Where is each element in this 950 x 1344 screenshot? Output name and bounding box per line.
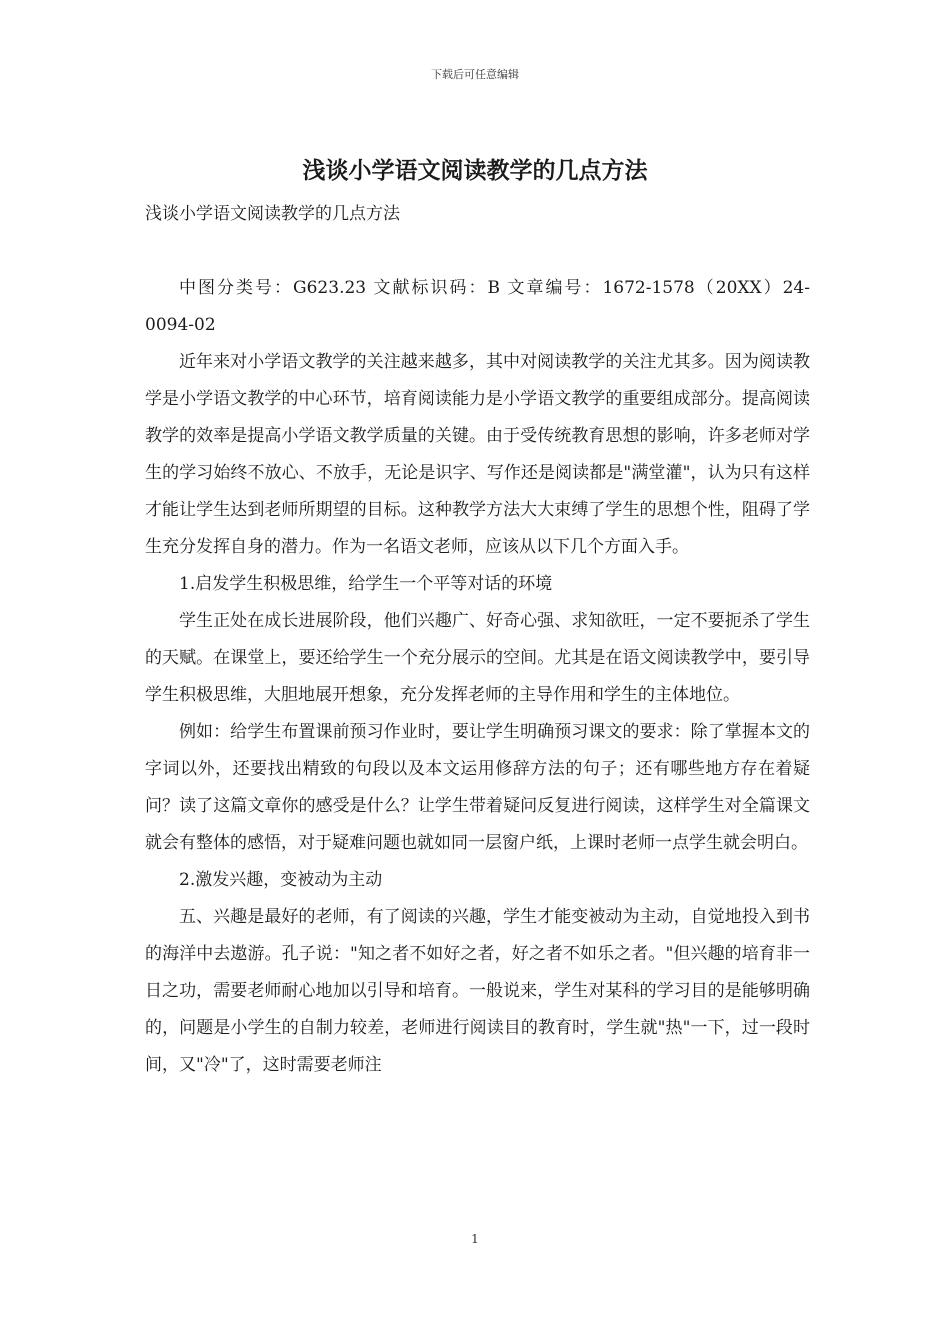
document-subtitle: 浅谈小学语文阅读教学的几点方法	[145, 204, 400, 224]
document-body	[145, 196, 810, 1084]
section-heading-1: 1.启发学生积极思维，给学生一个平等对话的环境	[179, 574, 553, 594]
document-title: 浅谈小学语文阅读教学的几点方法	[302, 157, 648, 184]
section-heading-2: 2.激发兴趣，变被动为主动	[179, 870, 383, 890]
paragraph-section-2: 五、兴趣是最好的老师，有了阅读的兴趣，学生才能变被动为主动，自觉地投入到书的海洋中去遨游。孔子说："知之者不如好之者，好之者不如乐之者。"但兴趣的培育非一日之功，需要老师耐心地加以引导和培育。一般说来，学生对某科的学习目的是能够明确的，问题是小学生的自制力较差，老师进行阅读目的教育时，学生就"热"一下，过一段时间，又"冷"了，这时需要老师注	[145, 907, 810, 1075]
paragraph-intro: 近年来对小学语文教学的关注越来越多，其中对阅读教学的关注尤其多。因为阅读教学是小学语文教学的中心环节，培育阅读能力是小学语文教学的重要组成部分。提高阅读教学的效率是提高小学语文教学质量的关键。由于受传统教育思想的影响，许多老师对学生的学习始终不放心、不放手，无论是识字、写作还是阅读都是"满堂灌"，认为只有这样才能让学生达到老师所期望的目标。这种教学方法大大束缚了学生的思想个性，阻碍了学生充分发挥自身的潜力。作为一名语文老师，应该从以下几个方面入手。	[145, 352, 810, 557]
classification-line: 中图分类号：G623.23 文献标识码：B 文章编号：1672-1578（20XX）24-0094-02	[145, 278, 810, 335]
page-number: 1	[471, 1232, 479, 1246]
paragraph-section-1: 学生正处在成长进展阶段，他们兴趣广、好奇心强、求知欲旺，一定不要扼杀了学生的天赋。在课堂上，要还给学生一个充分展示的空间。尤其是在语文阅读教学中，要引导学生积极思维，大胆地展开想象，充分发挥老师的主导作用和学生的主体地位。	[145, 611, 810, 705]
header-note: 下载后可任意编辑	[431, 68, 519, 81]
paragraph-example: 例如：给学生布置课前预习作业时，要让学生明确预习课文的要求：除了掌握本文的字词以外，还要找出精致的句段以及本文运用修辞方法的句子；还有哪些地方存在着疑问？读了这篇文章你的感受是什么？让学生带着疑问反复进行阅读，这样学生对全篇课文就会有整体的感悟，对于疑难问题也就如同一层窗户纸，上课时老师一点学生就会明白。	[145, 722, 810, 853]
